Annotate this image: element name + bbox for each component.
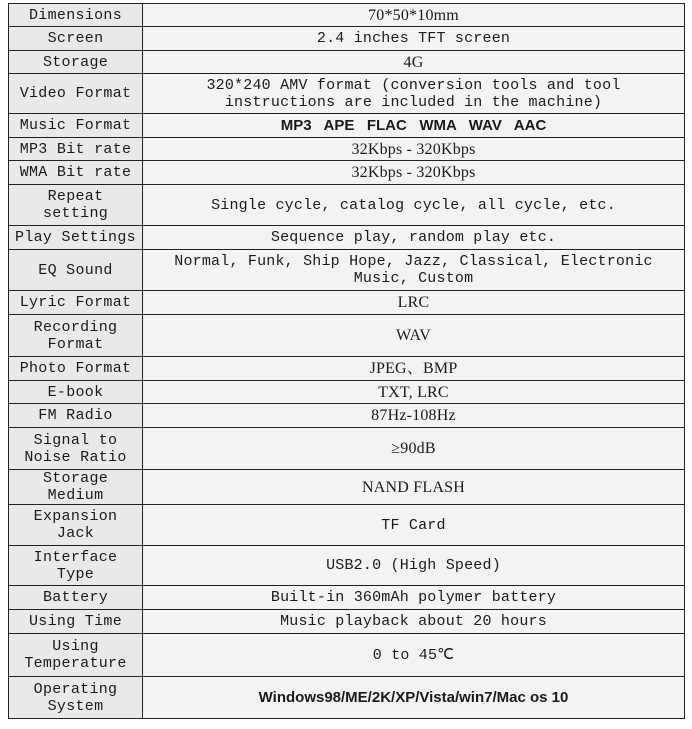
spec-label: Lyric Format: [9, 291, 143, 315]
spec-value: 0 to 45℃: [143, 634, 685, 677]
spec-table-body: [9, 4, 685, 719]
spec-value: 320*240 AMV format (conversion tools and tool instructions are included in the machine): [143, 74, 685, 114]
spec-row: [9, 505, 685, 546]
spec-label: Interface Type: [9, 546, 143, 586]
spec-label: Operating System: [9, 677, 143, 719]
spec-row: [9, 161, 685, 185]
spec-value: NAND FLASH: [143, 470, 685, 505]
spec-row: [9, 250, 685, 291]
spec-label: Recording Format: [9, 315, 143, 357]
spec-label: Expansion Jack: [9, 505, 143, 546]
spec-value: Built-in 360mAh polymer battery: [143, 586, 685, 610]
spec-label: Storage: [9, 51, 143, 74]
spec-label: Battery: [9, 586, 143, 610]
spec-label: Video Format: [9, 74, 143, 114]
spec-row: [9, 315, 685, 357]
spec-value: TF Card: [143, 505, 685, 546]
spec-row: [9, 404, 685, 428]
spec-table: [8, 3, 685, 719]
spec-label: Signal to Noise Ratio: [9, 428, 143, 470]
spec-value: ≥90dB: [143, 428, 685, 470]
spec-label: EQ Sound: [9, 250, 143, 291]
spec-row: [9, 677, 685, 719]
spec-value: USB2.0 (High Speed): [143, 546, 685, 586]
spec-row: [9, 27, 685, 51]
spec-value: JPEG、BMP: [143, 357, 685, 381]
spec-value: 70*50*10mm: [143, 4, 685, 27]
spec-row: [9, 185, 685, 226]
spec-row: [9, 4, 685, 27]
spec-row: [9, 381, 685, 404]
spec-row: [9, 610, 685, 634]
spec-label: Music Format: [9, 114, 143, 138]
spec-value: 4G: [143, 51, 685, 74]
spec-row: [9, 428, 685, 470]
spec-label: Play Settings: [9, 226, 143, 250]
spec-value: Sequence play, random play etc.: [143, 226, 685, 250]
spec-value: 87Hz-108Hz: [143, 404, 685, 428]
spec-row: [9, 226, 685, 250]
spec-label: WMA Bit rate: [9, 161, 143, 185]
spec-row: [9, 138, 685, 161]
spec-row: [9, 586, 685, 610]
spec-value: Windows98/ME/2K/XP/Vista/win7/Mac os 10: [143, 677, 685, 719]
spec-row: [9, 470, 685, 505]
spec-label: Using Time: [9, 610, 143, 634]
spec-row: [9, 357, 685, 381]
spec-label: Dimensions: [9, 4, 143, 27]
spec-row: [9, 114, 685, 138]
spec-label: Repeat setting: [9, 185, 143, 226]
spec-row: [9, 51, 685, 74]
spec-label: Screen: [9, 27, 143, 51]
spec-value: 32Kbps - 320Kbps: [143, 161, 685, 185]
spec-value: Single cycle, catalog cycle, all cycle, etc.: [143, 185, 685, 226]
spec-label: Storage Medium: [9, 470, 143, 505]
spec-value: Normal, Funk, Ship Hope, Jazz, Classical, Electronic Music, Custom: [143, 250, 685, 291]
spec-label: Using Temperature: [9, 634, 143, 677]
spec-label: MP3 Bit rate: [9, 138, 143, 161]
spec-value: LRC: [143, 291, 685, 315]
spec-label: E-book: [9, 381, 143, 404]
spec-value: 32Kbps - 320Kbps: [143, 138, 685, 161]
spec-row: [9, 291, 685, 315]
spec-row: [9, 634, 685, 677]
spec-label: FM Radio: [9, 404, 143, 428]
spec-row: [9, 546, 685, 586]
spec-row: [9, 74, 685, 114]
spec-label: Photo Format: [9, 357, 143, 381]
spec-value: TXT, LRC: [143, 381, 685, 404]
spec-value: MP3 APE FLAC WMA WAV AAC: [143, 114, 685, 138]
spec-value: 2.4 inches TFT screen: [143, 27, 685, 51]
spec-value: Music playback about 20 hours: [143, 610, 685, 634]
spec-value: WAV: [143, 315, 685, 357]
